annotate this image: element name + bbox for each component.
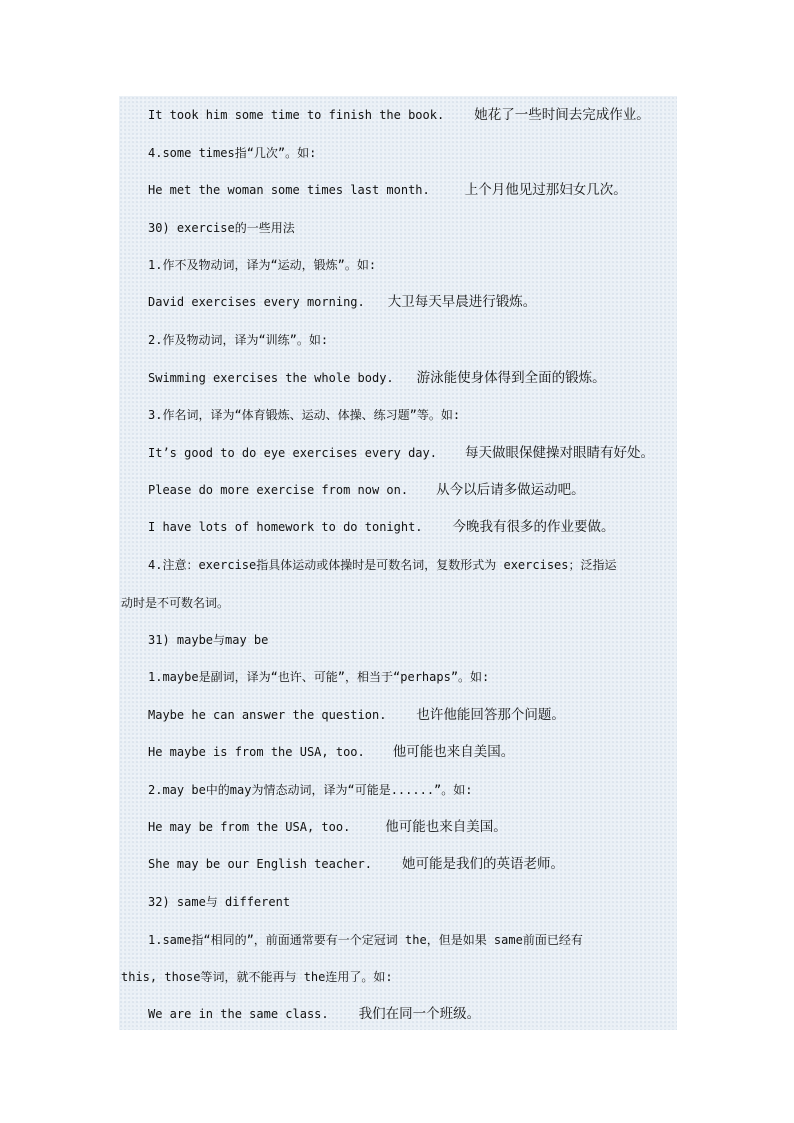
example-sentence	[148, 445, 654, 461]
chinese-translation: 她花了一些时间去完成作业。	[474, 107, 650, 123]
example-sentence	[148, 1006, 480, 1022]
rule-item-continued: 动时是不可数名词。	[121, 596, 230, 610]
example-sentence	[148, 182, 627, 198]
english-text: She may be our English teacher.	[148, 857, 372, 871]
chinese-translation: 他可能也来自美国。	[385, 819, 507, 835]
example-sentence	[148, 819, 507, 835]
rule-item: 1.作不及物动词，译为“运动，锻炼”。如:	[148, 258, 377, 272]
chinese-translation: 上个月他见过那妇女几次。	[464, 182, 627, 198]
english-text: Please do more exercise from now on.	[148, 483, 409, 497]
english-text: Swimming exercises the whole body.	[148, 371, 394, 385]
section-heading: 32) same与 different	[148, 895, 291, 909]
example-sentence	[148, 856, 564, 872]
chinese-translation: 也许他能回答那个问题。	[416, 707, 565, 723]
section-heading: 31) maybe与may be	[148, 633, 269, 647]
english-text: He met the woman some times last month.	[148, 183, 430, 197]
chinese-translation: 游泳能使身体得到全面的锻炼。	[416, 370, 606, 386]
chinese-translation: 她可能是我们的英语老师。	[401, 856, 564, 872]
example-sentence	[148, 744, 514, 760]
rule-item: 4.注意：exercise指具体运动或体操时是可数名词，复数形式为 exercises；泛指运	[148, 558, 617, 572]
english-text: We are in the same class.	[148, 1007, 329, 1021]
english-text: He maybe is from the USA, too.	[148, 745, 365, 759]
section-heading: 30) exercise的一些用法	[148, 221, 295, 235]
rule-item: 3.作名词，译为“体育锻炼、运动、体操、练习题”等。如:	[148, 408, 461, 422]
english-text: Maybe he can answer the question.	[148, 708, 387, 722]
english-text: He may be from the USA, too.	[148, 820, 351, 834]
rule-item: 2.may be中的may为情态动词，译为“可能是......”。如:	[148, 783, 473, 797]
english-text: It’s good to do eye exercises every day.	[148, 446, 437, 460]
chinese-translation: 我们在同一个班级。	[358, 1006, 481, 1022]
example-sentence	[148, 482, 585, 498]
example-sentence	[148, 107, 650, 123]
rule-item: 1.maybe是副词，译为“也许、可能”，相当于“perhaps”。如:	[148, 670, 490, 684]
chinese-translation: 从今以后请多做运动吧。	[436, 482, 585, 498]
english-text: David exercises every morning.	[148, 295, 365, 309]
english-text: It took him some time to finish the book.	[148, 108, 445, 122]
chinese-translation: 大卫每天早晨进行锻炼。	[387, 294, 537, 310]
rule-item: 2.作及物动词，译为“训练”。如:	[148, 333, 329, 347]
example-sentence	[148, 370, 606, 386]
rule-item-continued: this, those等词，就不能再与 the连用了。如:	[121, 970, 393, 984]
english-text: I have lots of homework to do tonight.	[148, 520, 423, 534]
rule-item: 4.some times指“几次”。如:	[148, 146, 317, 160]
example-sentence	[148, 519, 615, 535]
rule-item: 1.same指“相同的”，前面通常要有一个定冠词 the，但是如果 same前面已经有	[148, 933, 583, 947]
chinese-translation: 今晚我有很多的作业要做。	[452, 519, 615, 535]
example-sentence	[148, 707, 565, 723]
example-sentence	[148, 294, 536, 310]
chinese-translation: 他可能也来自美国。	[392, 744, 515, 760]
chinese-translation: 每天做眼保健操对眼睛有好处。	[464, 445, 654, 461]
